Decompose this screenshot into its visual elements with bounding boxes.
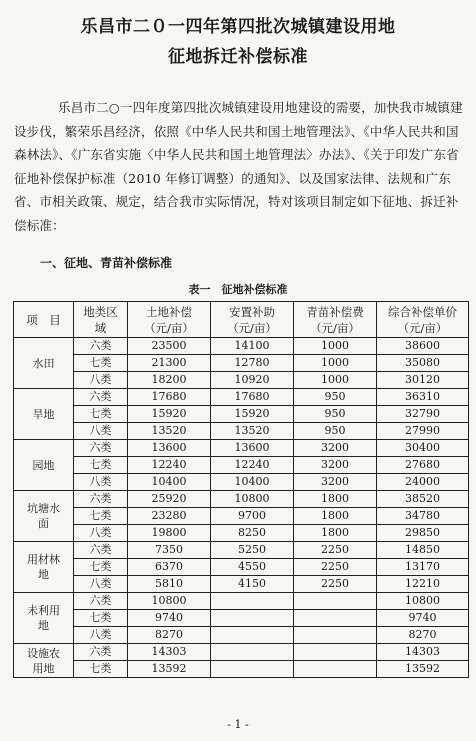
cell-total: 30400 [377, 440, 469, 457]
cell-land: 19800 [128, 525, 211, 542]
table-row [14, 576, 469, 593]
cell-total: 32790 [377, 406, 469, 423]
table-row [14, 406, 469, 423]
cell-region: 七类 [74, 610, 128, 627]
table-row [14, 423, 469, 440]
table-row [14, 474, 469, 491]
land-type-cell [14, 338, 74, 389]
cell-resettle: 4550 [211, 559, 294, 576]
cell-region: 六类 [74, 542, 128, 559]
cell-land: 9740 [128, 610, 211, 627]
cell-land: 8270 [128, 627, 211, 644]
cell-land: 25920 [128, 491, 211, 508]
table-row [14, 661, 469, 678]
cell-total: 12210 [377, 576, 469, 593]
cell-region: 七类 [74, 508, 128, 525]
header-land-compensation: 土地补偿 （元/亩） [128, 302, 211, 338]
cell-resettle: 13520 [211, 423, 294, 440]
table-row [14, 610, 469, 627]
cell-resettle: 4150 [211, 576, 294, 593]
cell-total: 13170 [377, 559, 469, 576]
cell-crop: 1800 [294, 508, 377, 525]
land-type-cell [14, 644, 74, 678]
cell-region: 七类 [74, 457, 128, 474]
cell-region: 七类 [74, 406, 128, 423]
cell-region: 八类 [74, 576, 128, 593]
cell-region: 八类 [74, 627, 128, 644]
cell-region: 八类 [74, 525, 128, 542]
land-type-label: 未利用 [27, 604, 60, 617]
table-row [14, 440, 469, 457]
cell-crop: 3200 [294, 457, 377, 474]
cell-resettle: 8250 [211, 525, 294, 542]
cell-total: 38520 [377, 491, 469, 508]
cell-crop [294, 610, 377, 627]
table-row [14, 457, 469, 474]
cell-total: 34780 [377, 508, 469, 525]
table-row [14, 372, 469, 389]
cell-crop: 2250 [294, 576, 377, 593]
table-row [14, 355, 469, 372]
table-row [14, 525, 469, 542]
cell-land: 13520 [128, 423, 211, 440]
cell-land: 14303 [128, 644, 211, 661]
header-resettlement-subsidy: 安置补助 （元/亩） [211, 302, 294, 338]
cell-land: 10800 [128, 593, 211, 610]
land-type-label: 坑塘水 [27, 502, 60, 515]
cell-land: 10400 [128, 474, 211, 491]
cell-region: 七类 [74, 661, 128, 678]
cell-crop [294, 627, 377, 644]
table-header-row [14, 302, 469, 338]
cell-region: 六类 [74, 338, 128, 355]
cell-crop: 1000 [294, 355, 377, 372]
cell-crop: 950 [294, 406, 377, 423]
intro-text: 乐昌市二○一四年度第四批次城镇建设用地建设的需要，加快我市城镇建设步伐，繁荣乐昌经济，依照《中华人民共和国土地管理法》、《中华人民共和国森林法》、《广东省实施〈中华人民共和国土地管理法〉办法》、《关于印发广东省征地补偿保护标准（2010 年修订调整）的通知》、以及国家法律、法规和广东省、市相关政策、规定，结合我市实际情况，特对该项目制定如下征地、拆迁补偿标准： [14, 100, 463, 233]
cell-resettle: 10920 [211, 372, 294, 389]
table-caption: 表一 征地补偿标准 [188, 283, 288, 296]
cell-total: 9740 [377, 610, 469, 627]
table-row [14, 627, 469, 644]
cell-crop: 3200 [294, 440, 377, 457]
cell-total: 27680 [377, 457, 469, 474]
land-type-cell [14, 389, 74, 440]
table-row [14, 389, 469, 406]
cell-total: 27990 [377, 423, 469, 440]
cell-region: 八类 [74, 423, 128, 440]
cell-crop: 950 [294, 389, 377, 406]
cell-resettle: 12780 [211, 355, 294, 372]
cell-land: 13600 [128, 440, 211, 457]
header-crop-compensation: 青苗补偿费 （元/亩） [294, 302, 377, 338]
land-type-label: 面 [38, 517, 49, 530]
table-row [14, 508, 469, 525]
cell-resettle: 14100 [211, 338, 294, 355]
cell-region: 七类 [74, 355, 128, 372]
cell-resettle: 9700 [211, 508, 294, 525]
cell-resettle: 17680 [211, 389, 294, 406]
cell-region: 六类 [74, 593, 128, 610]
compensation-table [13, 301, 469, 678]
cell-land: 23280 [128, 508, 211, 525]
cell-resettle [211, 627, 294, 644]
section-heading: 一、征地、青苗补偿标准 [40, 256, 173, 270]
cell-resettle: 15920 [211, 406, 294, 423]
header-region: 地类区 域 [74, 302, 128, 338]
cell-land: 12240 [128, 457, 211, 474]
land-type-label: 地 [38, 568, 49, 581]
cell-crop: 1000 [294, 338, 377, 355]
cell-region: 六类 [74, 491, 128, 508]
cell-region: 六类 [74, 644, 128, 661]
table-row [14, 559, 469, 576]
land-type-label: 园地 [32, 458, 55, 472]
land-type-label: 旱地 [32, 407, 55, 421]
table-body [14, 338, 469, 678]
cell-region: 六类 [74, 440, 128, 457]
cell-total: 29850 [377, 525, 469, 542]
cell-land: 21300 [128, 355, 211, 372]
land-type-cell [14, 491, 74, 542]
cell-land: 18200 [128, 372, 211, 389]
cell-land: 6370 [128, 559, 211, 576]
cell-resettle [211, 644, 294, 661]
cell-resettle: 10400 [211, 474, 294, 491]
cell-total: 38600 [377, 338, 469, 355]
table-row [14, 644, 469, 661]
cell-region: 八类 [74, 372, 128, 389]
cell-resettle [211, 593, 294, 610]
cell-crop [294, 661, 377, 678]
table-row [14, 593, 469, 610]
table-row [14, 338, 469, 355]
land-type-label: 用地 [32, 661, 55, 675]
cell-crop: 1800 [294, 525, 377, 542]
cell-resettle: 13600 [211, 440, 294, 457]
cell-land: 15920 [128, 406, 211, 423]
header-project: 项 目 [14, 302, 74, 338]
land-type-label: 用材林 [27, 553, 60, 566]
land-type-cell [14, 593, 74, 644]
cell-resettle [211, 661, 294, 678]
page-number: - 1 - [227, 718, 249, 731]
intro-paragraph [14, 96, 466, 237]
land-type-label: 地 [38, 619, 49, 632]
cell-crop: 2250 [294, 542, 377, 559]
cell-total: 14850 [377, 542, 469, 559]
header-total-unit-price: 综合补偿单价 （元/亩） [377, 302, 469, 338]
cell-total: 35080 [377, 355, 469, 372]
cell-crop: 3200 [294, 474, 377, 491]
cell-crop: 1000 [294, 372, 377, 389]
cell-total: 10800 [377, 593, 469, 610]
cell-total: 30120 [377, 372, 469, 389]
cell-region: 七类 [74, 559, 128, 576]
cell-land: 23500 [128, 338, 211, 355]
cell-resettle: 12240 [211, 457, 294, 474]
table-row [14, 542, 469, 559]
cell-region: 六类 [74, 389, 128, 406]
cell-crop: 1800 [294, 491, 377, 508]
document-title-line1: 乐昌市二０一四年第四批次城镇建设用地 [80, 17, 396, 37]
cell-region: 八类 [74, 474, 128, 491]
table-row [14, 491, 469, 508]
cell-land: 5810 [128, 576, 211, 593]
land-type-label: 设施农 [27, 646, 60, 660]
cell-total: 24000 [377, 474, 469, 491]
cell-crop: 950 [294, 423, 377, 440]
cell-land: 17680 [128, 389, 211, 406]
cell-crop [294, 644, 377, 661]
cell-resettle [211, 610, 294, 627]
cell-land: 7350 [128, 542, 211, 559]
cell-total: 36310 [377, 389, 469, 406]
cell-resettle: 10800 [211, 491, 294, 508]
cell-crop [294, 593, 377, 610]
document-title-line2: 征地拆迁补偿标准 [168, 47, 308, 67]
cell-resettle: 5250 [211, 542, 294, 559]
land-type-label: 水田 [32, 356, 55, 370]
cell-total: 13592 [377, 661, 469, 678]
land-type-cell [14, 440, 74, 491]
cell-land: 13592 [128, 661, 211, 678]
cell-total: 14303 [377, 644, 469, 661]
cell-crop: 2250 [294, 559, 377, 576]
cell-total: 8270 [377, 627, 469, 644]
land-type-cell [14, 542, 74, 593]
